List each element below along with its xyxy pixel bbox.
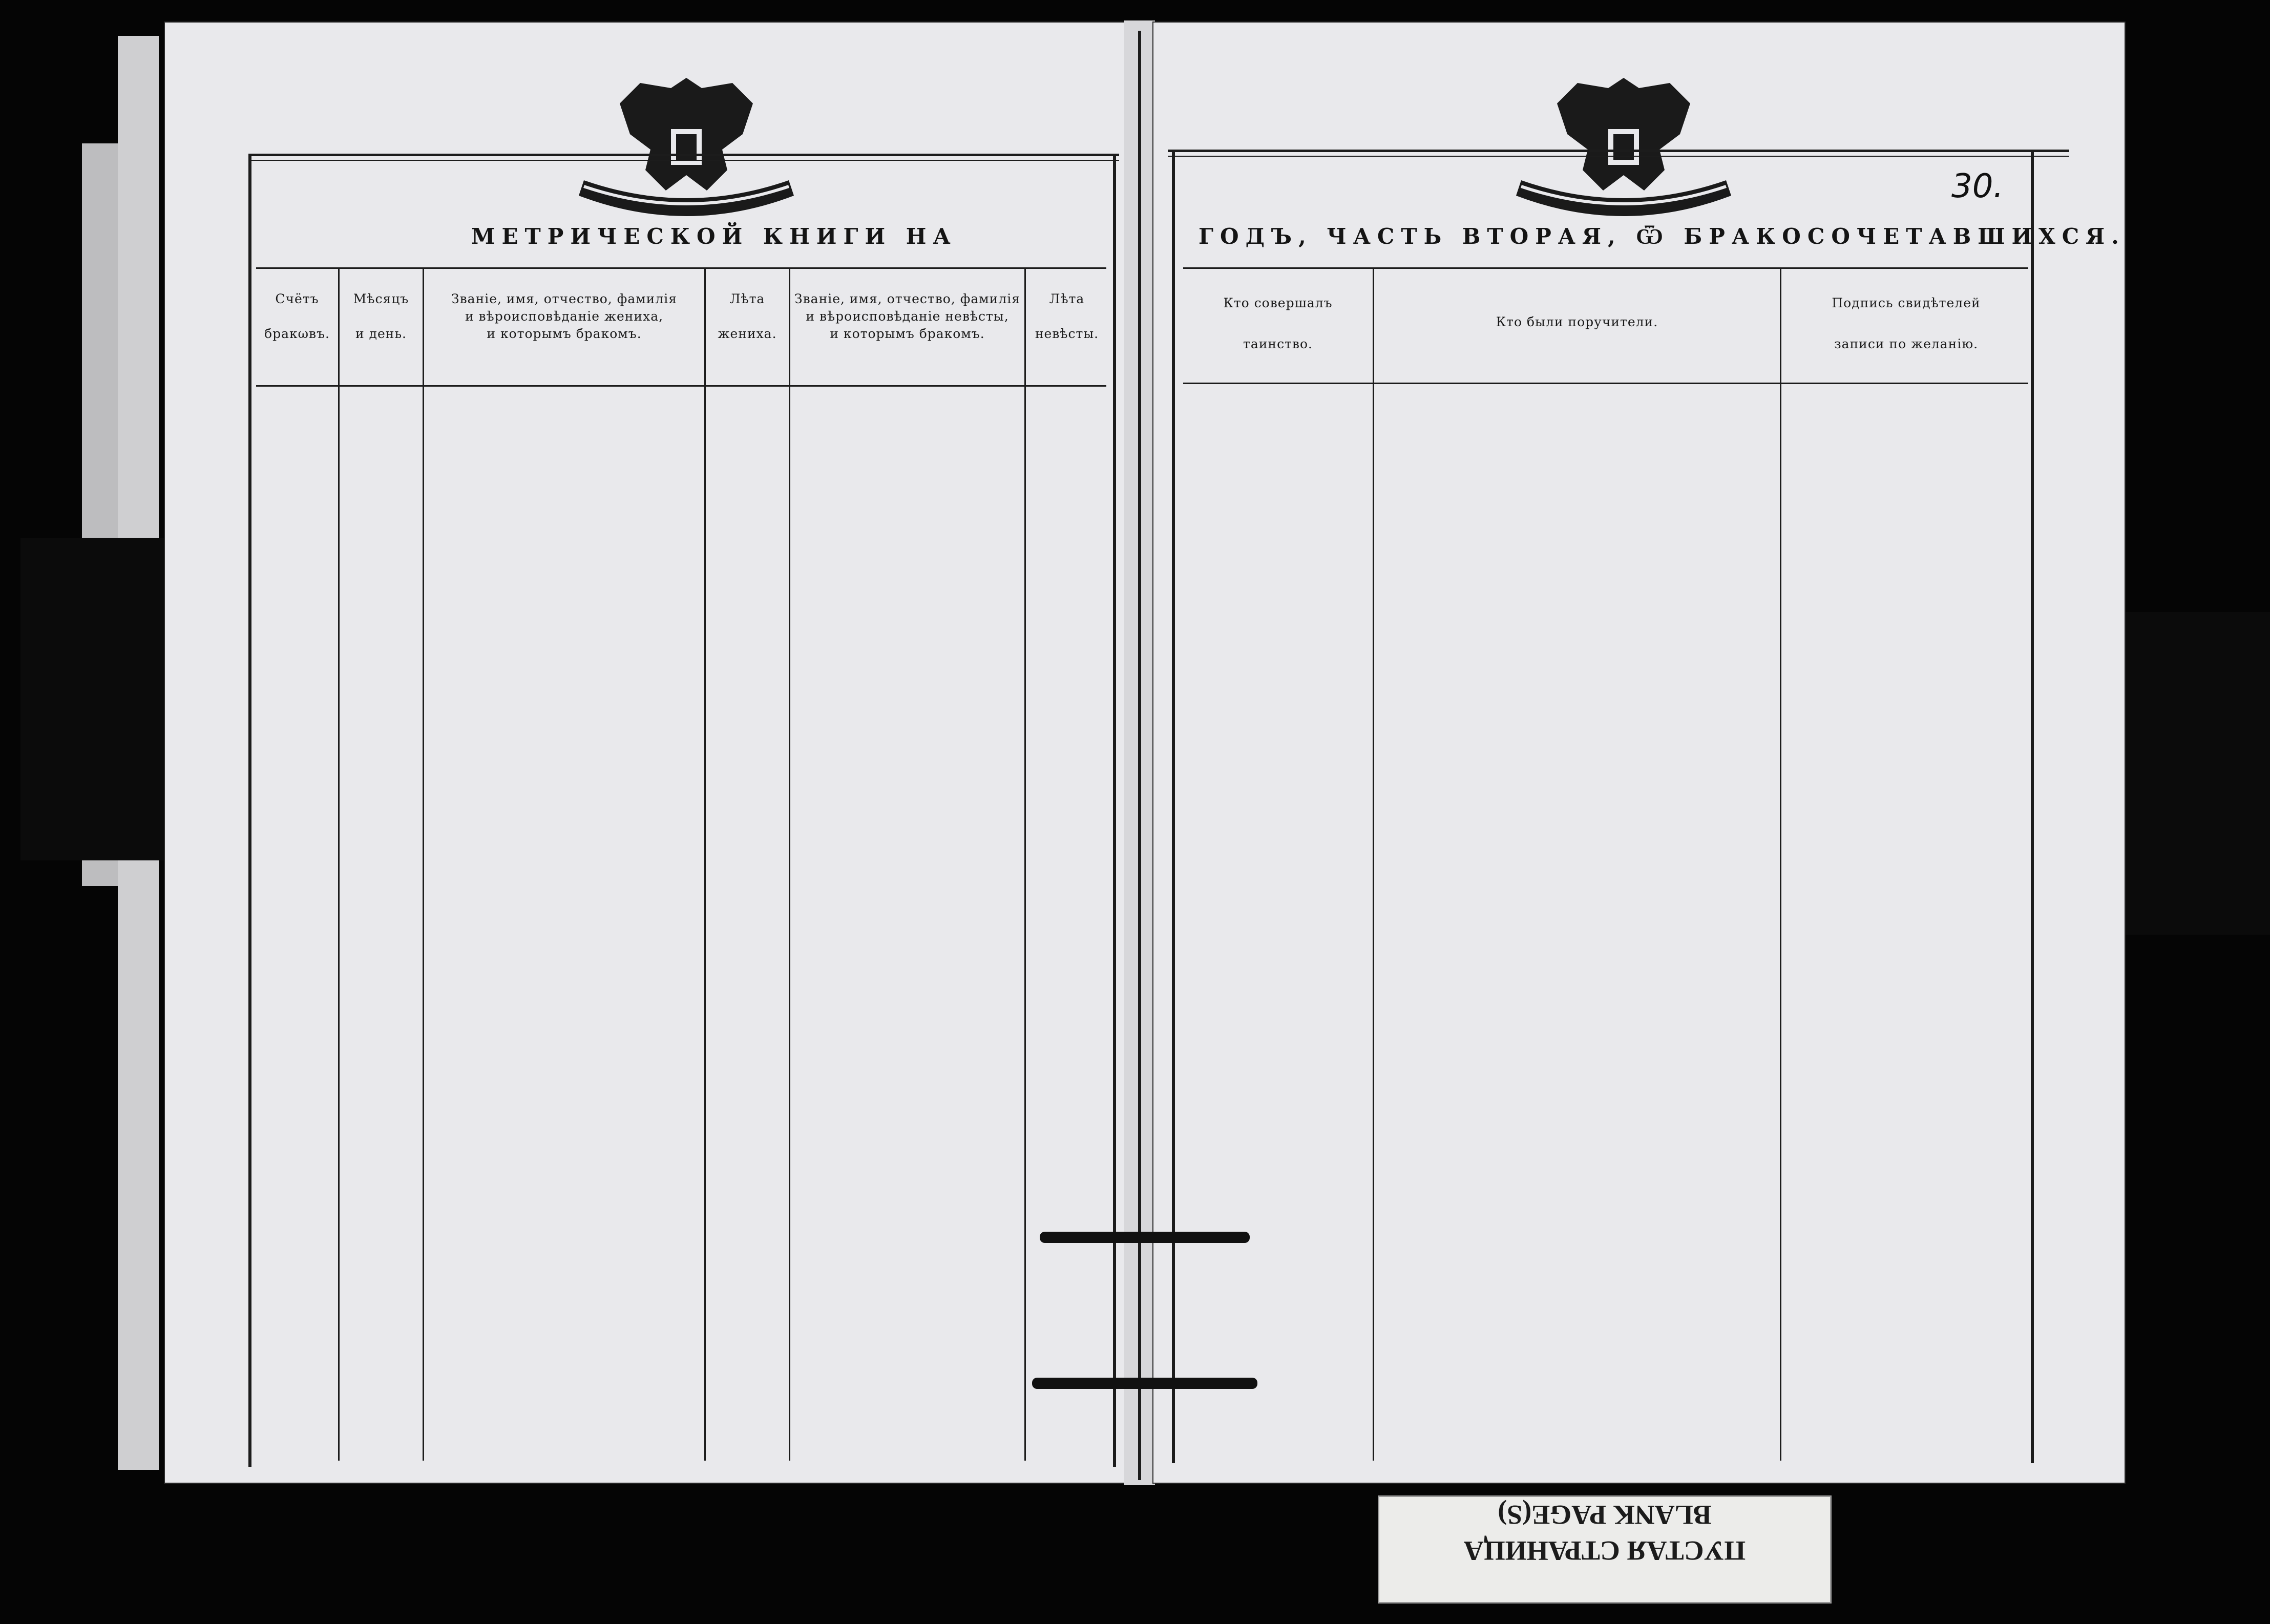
frame-right [2031,152,2034,1463]
gutter-line [1138,31,1141,1480]
top-rule-thin [1168,156,2069,157]
col-divider [1780,267,1781,1461]
col-divider [338,267,340,1461]
col-header-month: Мѣсяцъ и день. [353,291,409,341]
blank-page-label-en: BLANK PAGE(S) [1498,1500,1712,1530]
blank-page-label [1378,1495,1832,1604]
right-page [1152,22,2126,1484]
col-header-signatures: Подпись свидѣтелей записи по желанію. [1832,296,1981,351]
blank-page-label-ru: ПУСТАЯ СТРАНИЦА [1463,1535,1746,1566]
col-header-bride-age: Лѣта невѣсты. [1035,291,1099,341]
col-divider [1373,267,1374,1461]
col-header-groom-age: Лѣта жениха. [718,291,777,341]
header-bottom-rule [1183,383,2028,384]
binding-stitch-upper [1040,1232,1250,1243]
col-divider [704,267,706,1461]
header-top-rule [1183,267,2028,269]
header-bottom-rule [256,385,1106,387]
col-header-count: Счётъ бракωвъ. [264,291,330,341]
col-header-sponsors: Кто были поручители. [1496,314,1658,329]
col-header-groom: Званіе, имя, отчество, фамилія и вѣроисповѣданіе жениха, и которымъ бракомъ. [451,291,677,341]
header-top-rule [256,267,1106,269]
col-divider [789,267,790,1461]
left-page-title: МЕТРИЧЕСКОЙ КНИГИ НА [471,224,957,249]
col-divider [423,267,424,1461]
frame-left [1172,152,1175,1463]
top-rule-thin [248,160,1119,161]
frame-left [248,156,251,1467]
top-rule [248,154,1119,156]
col-header-bride: Званіе, имя, отчество, фамилія и вѣроисповѣданіе невѣсты, и которымъ бракомъ. [794,291,1020,341]
binding-stitch-lower [1032,1378,1257,1389]
right-page-title: ГОДЪ, ЧАСТЬ ВТОРАЯ, Ѿ БРАКОСОЧЕТАВШИХСЯ. [1199,224,2126,249]
top-rule [1168,150,2069,152]
imperial-eagle-emblem [574,68,799,221]
col-header-officiant: Кто совершалъ таинство. [1223,296,1333,351]
col-divider [1024,267,1026,1461]
left-page [164,22,1127,1484]
imperial-eagle-emblem [1511,68,1736,221]
page-number: 30. [1951,167,2004,205]
frame-right [1113,156,1116,1467]
